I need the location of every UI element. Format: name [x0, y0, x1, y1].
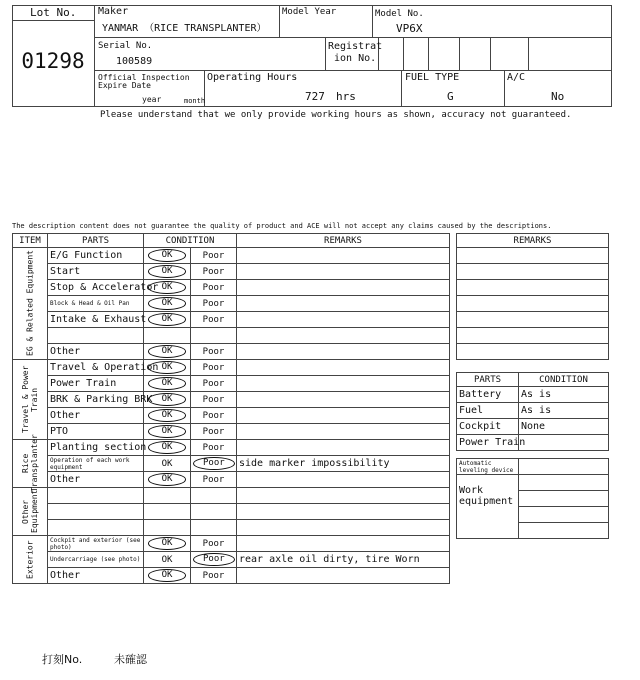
hours-divider: [401, 70, 402, 107]
disclaimer: The description content does not guarantee the quality of product and ACE will not accept any claims caused by the descriptions.: [12, 222, 552, 230]
condition-poor: Poor: [193, 553, 235, 566]
condition-poor-cell: [191, 248, 237, 264]
section-label-cell: [13, 360, 48, 440]
side-condition: As is: [519, 387, 609, 403]
condition-ok-cell: [144, 456, 191, 472]
year-label: year: [142, 95, 162, 104]
parts-condition-table: [456, 372, 609, 451]
side-part: Battery: [457, 387, 519, 403]
leveling-value: [519, 459, 609, 475]
part-name: [48, 328, 144, 344]
condition-ok: OK: [148, 345, 187, 358]
part-name: Other: [48, 344, 144, 360]
condition-ok-cell: [144, 568, 191, 584]
condition-ok-cell: [144, 392, 191, 408]
condition-ok-cell: [144, 424, 191, 440]
remark: [237, 344, 450, 360]
hours-notice: Please understand that we only provide working hours as shown, accuracy not guaranteed.: [100, 110, 572, 120]
condition-row: [13, 296, 450, 312]
condition-row: [13, 328, 450, 344]
condition-ok-cell: [144, 312, 191, 328]
condition-ok: OK: [148, 393, 187, 406]
side-part: Power Train: [457, 435, 519, 451]
part-name: Travel & Operation: [48, 360, 144, 376]
condition-ok: OK: [148, 281, 187, 294]
condition-ok-cell: [144, 408, 191, 424]
condition-poor: Poor: [202, 266, 225, 277]
work-equipment-row: [519, 507, 609, 523]
condition-poor: Poor: [202, 346, 225, 357]
part-name: [48, 488, 144, 504]
condition-header: CONDITION: [144, 234, 237, 248]
condition-row: [13, 568, 450, 584]
side-part: Fuel: [457, 403, 519, 419]
condition-row: [13, 376, 450, 392]
condition-ok-cell: [144, 520, 191, 536]
ac-value: No: [551, 90, 565, 103]
condition-row: [13, 408, 450, 424]
condition-poor: Poor: [202, 410, 225, 421]
section-label: EG & Related Equipment: [25, 250, 35, 357]
condition-row: [13, 424, 450, 440]
remark: [237, 536, 450, 552]
condition-ok: OK: [161, 554, 173, 565]
condition-ok: OK: [148, 249, 187, 262]
maker-label: Maker: [98, 6, 129, 17]
remark: [237, 360, 450, 376]
condition-poor-cell: [191, 472, 237, 488]
condition-row: [13, 392, 450, 408]
side-condition: As is: [519, 403, 609, 419]
ac-label: A/C: [507, 72, 526, 83]
part-name: Undercarriage (see photo): [48, 552, 144, 568]
remark: [237, 504, 450, 520]
remark: [237, 488, 450, 504]
condition-row: [13, 360, 450, 376]
model-no-value: VP6X: [396, 22, 423, 35]
right-remarks-table: [456, 233, 609, 360]
condition-poor-cell: [191, 296, 237, 312]
condition-ok: OK: [148, 537, 187, 550]
reg-cell-divider-3: [459, 37, 460, 70]
condition-poor: Poor: [202, 378, 225, 389]
condition-row: [13, 248, 450, 264]
condition-row: [13, 280, 450, 296]
condition-ok-cell: [144, 264, 191, 280]
hours-unit: hrs: [336, 90, 356, 103]
lot-label: Lot No.: [30, 6, 77, 19]
remark: [237, 568, 450, 584]
condition-ok-cell: [144, 536, 191, 552]
side-part: Cockpit: [457, 419, 519, 435]
section-label-cell: [13, 248, 48, 360]
fuel-divider: [504, 70, 505, 107]
condition-ok-cell: [144, 280, 191, 296]
lot-number: 01298: [21, 49, 85, 73]
condition-poor: Poor: [202, 474, 225, 485]
condition-poor: Poor: [202, 538, 225, 549]
part-name: [48, 504, 144, 520]
reg-cell-divider-4: [490, 37, 491, 70]
condition-poor-cell: [191, 552, 237, 568]
parts-header: PARTS: [48, 234, 144, 248]
maker-divider: [279, 5, 280, 37]
condition-ok: OK: [148, 425, 187, 438]
part-name: Block & Head & Oil Pan: [48, 296, 144, 312]
condition-row: [13, 456, 450, 472]
condition-poor-cell: [191, 520, 237, 536]
model-year-label: Model Year: [282, 7, 337, 17]
condition-row: [13, 264, 450, 280]
condition-ok-cell: [144, 248, 191, 264]
registration-label-1: Registrat: [328, 41, 383, 52]
condition-poor-cell: [191, 504, 237, 520]
condition-row: [13, 312, 450, 328]
condition-poor-cell: [191, 312, 237, 328]
condition-ok: OK: [148, 297, 187, 310]
part-name: Operation of each work equipment: [48, 456, 144, 472]
condition-ok-cell: [144, 360, 191, 376]
condition-ok: OK: [148, 313, 187, 326]
part-name: Cockpit and exterior (see photo): [48, 536, 144, 552]
right-remarks-row: [457, 328, 609, 344]
right-remarks-row: [457, 312, 609, 328]
model-no-label: Model No.: [375, 9, 424, 19]
condition-poor-cell: [191, 488, 237, 504]
condition-row: [13, 344, 450, 360]
condition-poor: Poor: [202, 298, 225, 309]
hours-value: 727: [305, 90, 325, 103]
lot-column-divider: [94, 5, 95, 107]
section-label-cell: [13, 536, 48, 584]
condition-ok: OK: [161, 458, 173, 469]
part-name: Stop & Accelerator: [48, 280, 144, 296]
part-name: Other: [48, 472, 144, 488]
remark: [237, 408, 450, 424]
side-condition-header: CONDITION: [519, 373, 609, 387]
right-remarks-row: [457, 264, 609, 280]
condition-poor-cell: [191, 376, 237, 392]
remark: [237, 440, 450, 456]
work-equipment-row: [519, 475, 609, 491]
condition-poor-cell: [191, 456, 237, 472]
condition-poor: Poor: [202, 570, 225, 581]
reg-cell-divider-2: [428, 37, 429, 70]
item-header: ITEM: [13, 234, 48, 248]
hours-label: Operating Hours: [207, 72, 298, 83]
work-equipment-row: [519, 523, 609, 539]
part-name: E/G Function: [48, 248, 144, 264]
condition-ok: OK: [148, 569, 187, 582]
condition-poor: Poor: [202, 362, 225, 373]
work-equipment-row: [519, 491, 609, 507]
part-name: Intake & Exhaust: [48, 312, 144, 328]
side-table-row: [457, 387, 609, 403]
stamp-label: 打刻No.: [42, 653, 83, 666]
condition-ok: OK: [148, 473, 187, 486]
condition-ok: OK: [148, 361, 187, 374]
condition-poor-cell: [191, 280, 237, 296]
right-remarks-row: [457, 344, 609, 360]
part-name: BRK & Parking BRK: [48, 392, 144, 408]
condition-poor-cell: [191, 408, 237, 424]
reg-cell-divider-1: [403, 37, 404, 70]
remark: [237, 376, 450, 392]
section-label-cell: [13, 488, 48, 536]
remark: [237, 328, 450, 344]
maker-value: YANMAR （RICE TRANSPLANTER）: [102, 23, 267, 34]
stamp-value: 未確認: [114, 653, 147, 666]
fuel-type-value: G: [447, 90, 454, 103]
condition-poor-cell: [191, 344, 237, 360]
remark: side marker impossibility: [237, 456, 450, 472]
right-remarks-row: [457, 296, 609, 312]
side-condition: None: [519, 419, 609, 435]
serial-value: 100589: [116, 56, 153, 67]
condition-ok-cell: [144, 552, 191, 568]
condition-row: [13, 504, 450, 520]
model-year-divider: [372, 5, 373, 37]
right-remarks-header: REMARKS: [457, 234, 609, 248]
part-name: Planting section: [48, 440, 144, 456]
condition-row: [13, 488, 450, 504]
remark: [237, 392, 450, 408]
condition-poor: Poor: [202, 314, 225, 325]
work-equipment-table: [456, 458, 609, 539]
condition-poor: Poor: [193, 457, 235, 470]
remark: [237, 264, 450, 280]
condition-poor-cell: [191, 328, 237, 344]
side-condition: [519, 435, 609, 451]
section-label-cell: [13, 434, 48, 493]
remark: [237, 312, 450, 328]
condition-poor: Poor: [202, 426, 225, 437]
condition-poor: Poor: [202, 250, 225, 261]
condition-poor-cell: [191, 440, 237, 456]
side-table-row: [457, 435, 609, 451]
condition-ok-cell: [144, 472, 191, 488]
condition-poor: Poor: [202, 394, 225, 405]
remark: [237, 280, 450, 296]
part-name: Other: [48, 568, 144, 584]
part-name: PTO: [48, 424, 144, 440]
condition-row: [13, 472, 450, 488]
part-name: Power Train: [48, 376, 144, 392]
registration-label-2: ion No.: [334, 53, 377, 64]
condition-poor: Poor: [202, 282, 225, 293]
right-remarks-row: [457, 280, 609, 296]
condition-poor-cell: [191, 424, 237, 440]
remark: [237, 424, 450, 440]
condition-row: [13, 440, 450, 456]
condition-table: [12, 233, 450, 584]
condition-ok: OK: [148, 377, 187, 390]
condition-ok-cell: [144, 376, 191, 392]
condition-ok-cell: [144, 328, 191, 344]
condition-poor-cell: [191, 392, 237, 408]
remark: [237, 520, 450, 536]
condition-row: [13, 536, 450, 552]
part-name: Start: [48, 264, 144, 280]
remarks-header: REMARKS: [237, 234, 450, 248]
condition-row: [13, 552, 450, 568]
inspection-label-1: Official Inspection: [98, 73, 190, 82]
condition-ok: OK: [148, 265, 187, 278]
work-equipment-label: Work equipment: [457, 475, 519, 539]
remark: [237, 472, 450, 488]
section-label: Travel & Power Train: [21, 365, 39, 434]
section-label: Other Equipment: [21, 489, 39, 534]
part-name: Other: [48, 408, 144, 424]
header-row-divider-2: [94, 70, 612, 71]
condition-ok: OK: [148, 441, 187, 454]
serial-label: Serial No.: [98, 41, 153, 51]
month-label: month: [184, 97, 206, 105]
side-parts-header: PARTS: [457, 373, 519, 387]
section-label: Rice Transplanter: [21, 434, 39, 493]
condition-ok-cell: [144, 488, 191, 504]
condition-poor-cell: [191, 568, 237, 584]
condition-poor: Poor: [202, 442, 225, 453]
condition-ok-cell: [144, 440, 191, 456]
fuel-type-label: FUEL TYPE: [405, 72, 460, 83]
condition-poor-cell: [191, 360, 237, 376]
condition-poor-cell: [191, 536, 237, 552]
remark: rear axle oil dirty, tire Worn: [237, 552, 450, 568]
condition-poor-cell: [191, 264, 237, 280]
serial-divider: [325, 37, 326, 70]
lot-label-divider: [12, 20, 94, 21]
header-row-divider-1: [94, 37, 612, 38]
condition-row: [13, 520, 450, 536]
side-table-row: [457, 419, 609, 435]
leveling-label: Automatic leveling device: [457, 459, 519, 475]
remark: [237, 296, 450, 312]
inspection-label-2: Expire Date: [98, 81, 151, 90]
part-name: [48, 520, 144, 536]
condition-ok-cell: [144, 344, 191, 360]
reg-cell-divider-5: [528, 37, 529, 70]
condition-ok-cell: [144, 296, 191, 312]
condition-ok-cell: [144, 504, 191, 520]
remark: [237, 248, 450, 264]
side-table-row: [457, 403, 609, 419]
right-remarks-row: [457, 248, 609, 264]
condition-ok: OK: [148, 409, 187, 422]
section-label: Exterior: [25, 540, 35, 579]
